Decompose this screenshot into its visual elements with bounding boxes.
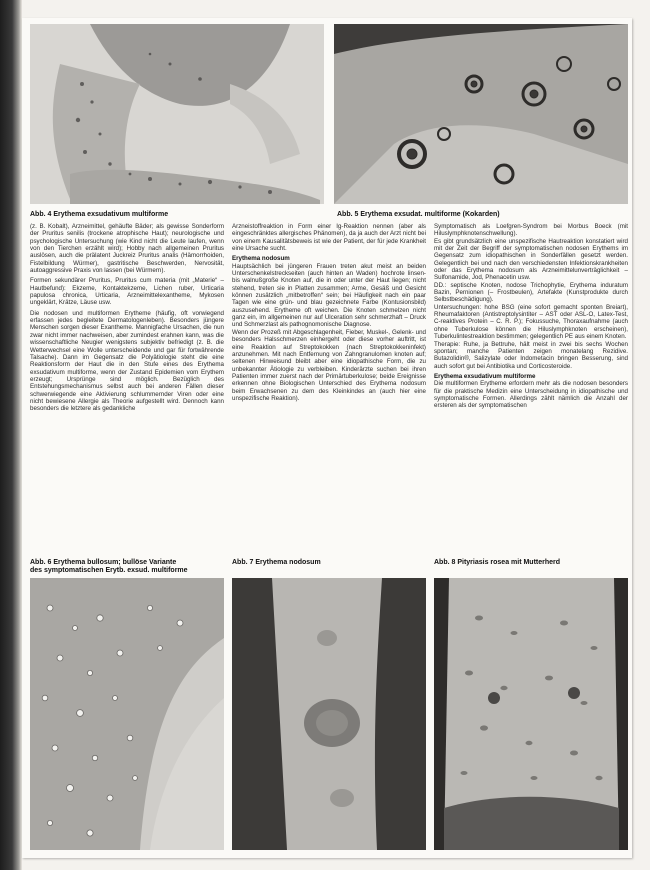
figure-5-illustration	[334, 24, 628, 204]
figure-7-caption: Abb. 7 Erythema nodosum	[232, 559, 321, 566]
column-2-paragraph-2: Hauptsächlich bei jüngeren Frauen treten akut meist an beiden Unterschenkelstreckseiten (auch hinten an Waden) hochrote linsen- bis walnußgroße Knoten auf, die in oder unter der Haut liegen; nicht stehend, treten sie in Platten zusammen; Arme, Gesäß und Gesicht können zusätzlich „mitbetroffen“ sein; bei Häufigkeit nach ein paar Tagen wie eine grün- und blau gezeichnete Farbe (Kontusionsbild) auszusehend. Erytheme oft weichen. Die Knoten schmelzen nicht ganz ein, im allgemeinen nur auf Ulceration sehr schmerzhaft – Druck und Schmerzlast als pathognomonische Diagnose.	[232, 262, 426, 329]
figure-8-illustration	[434, 578, 628, 850]
column-3-paragraph-4: Untersuchungen: hohe BSG (eine sofort gemacht sponten Breiart), Rheumafaktoren (Antistreptolysintiter – AST oder ASL-O, Latex-Test, C-reaktives Protein – C. R. P.); Fokussuche, Thoraxaufnahme (auch ohne Tuberkulose können die Hiluslymphknoten erscheinen), Tuberkulintestreaktion bestimmen; gelegentlich PE aus einem Knoten.	[434, 303, 628, 341]
column-3-paragraph-3: DD.: septische Knoten, nodose Trichophytie, Erythema induratum Bazin, Pernionen (– Frostbeulen), Artefakte (Kunstprodukte durch Selbstbeschädigung).	[434, 281, 628, 304]
column-1-paragraph-3: Die nodosen und multiformen Erytheme (häufig, oft vorwiegend erfassen jedes begleitete Dermatologenleben). Besonders jüngere Menschen sorgen dieser Exantheme. Mannigfache Ursachen, die nun zwar nicht immer nachweisen, aber zumindest erahnen kann, was die wissenschaftliche Neugier wenigstens subjektiv befriedigt (z. B. die Wetterwechsel eine Wolle unterscheidende und gar für fortwährende Talsache). Dann im Gegensatz die Polyätiologie steht die eine Reaktionsform der Haut die in den Stufe eines des Erythema exsudativum multiforme, wenn der Zustand Epidemien vom Erythem erzeugt; Ursprünge sind möglich. Bezüglich des Entstehungsmechanismus selbst auch bei anderen Fällen dieser schwerwiegende eine Aktivierung schlummernder Viren oder eine nicht bewiesene Allergie als Theorie aufgestellt wird. Dennoch kann besonders die letztere als gedankliche	[30, 309, 224, 413]
figure-4-photo	[30, 24, 324, 204]
column-3-paragraph-2: Es gibt grundsätzlich eine unspezifische Hautreaktion konstatiert wird mit der Zeit der Begriff der symptomatischen nodosen Erythems im Gegensatz zum idiopathischen in Sonderfällen gesetzt werden. Gelegentlich bei und nach den verschiedensten Infektionskrankheiten oder das Erythema nodosum als Arzneimittelunverträglichkeit – Sulfonamide, Jod, Phenacetin usw.	[434, 237, 628, 282]
text-column-3	[434, 223, 628, 553]
figure-5-photo	[334, 24, 628, 204]
figure-8-photo	[434, 578, 628, 850]
column-3-paragraph-5: Therapie: Ruhe, ja Bettruhe, hält meist in zwei bis sechs Wochen spontan; manche Patienten zeigen monatelang Rezidive. Butazolidin®, Salizylate oder Indometacin bringen Besserung, sind auch sofort gut bei Antibiotika und Corticosteroide.	[434, 340, 628, 370]
figure-4-illustration	[30, 24, 324, 204]
book-binding	[0, 0, 22, 870]
column-2-paragraph-1: Arzneistoffreaktion in Form einer Ig-Reaktion nennen (aber als eingeschränktes allergisches Phänomen), da ja auch der Arzt nicht bei von einem Kausalitätsbeweis ist wie der Patient, der für jede Krankheit eine Ursache sucht.	[232, 223, 426, 253]
figure-6-caption-line-1: Abb. 6 Erythema bullosum; bullöse Variante	[30, 559, 177, 566]
figure-6-caption-line-2: des symptomatischen Erytb. exsud. multiforme	[30, 567, 188, 574]
section-heading-erythema-exsudativum: Erythema exsudativum multiforme	[434, 372, 536, 380]
column-1-paragraph-1: (z. B. Kobalt), Arzneimittel, gehäufte Bäder; als gewisse Sonderform der Pruritus senilis (trockene atrophische Haut); neurologische und psychologische Untersuchung (wie Kind nicht die Leute laufen, wenn von den Tierchen erzählt wird); Hobby nach allgemeinen Pruritus auslösen, auch die prälatent Juckreiz Pruritus analis (Hämorrhoiden, Fistelbildung Würmer), gastritische Beschwerden, Nervosität, autoaggressive Praxis von lassen (bei Würmern).	[30, 223, 224, 275]
figure-8-caption: Abb. 8 Pityriasis rosea mit Mutterherd	[434, 559, 561, 566]
section-heading-erythema-nodosum: Erythema nodosum	[232, 255, 290, 263]
figure-6-photo	[30, 578, 224, 850]
column-1-paragraph-2: Formen sekundärer Pruritus, Pruritus cum materia (mit „Materie“ – Hautbefund): Ekzeme, Kontaktekzeme, Lichen ruber, Urticaria papulosa chronica, Urticaria, Arzneimittelexantheme, Mykosen ungeklärt, Krätze, Läuse usw.	[30, 277, 224, 307]
column-2-paragraph-3: Wenn der Prozeß mit Abgeschlagenheit, Fieber, Muskel-, Gelenk- und besonders Halsschmerzen einhergeht oder diese vorher auftritt, ist eine Reaktion auf Streptokokken (nach Streptokokkeninfekt) anzunehmen. Mit nach Entfernung von Zahngranulomen knoten auf; seltenen Hinweisund bleibt aber eine idiopathische Form, die zu unbekannter Ätiologie zu verbleiben. Kinderärzte suchen bei ihren Patienten immer zuerst nach der Primärtuberkulose; beide Ereignisse erkennen ohne Biologischen Unterschied des Erythema nodosum beim Erwachsenen zu dem des Kleinkindes an (auch hier eine unspezifische Reaktion).	[232, 328, 426, 402]
column-3-paragraph-6: Die multiformen Erytheme erfordern mehr als die nodosen besonders für die praktische Medizin eine Unterscheidung in idiopathische und symptomatische Formen. Allerdings zählt nämlich die Anzahl der ersteren als der symptomatischen	[434, 380, 628, 410]
column-3-paragraph-1: Symptomatisch als Loefgren-Syndrom bei Morbus Boeck (mit Hiluslymphknotenschwellung).	[434, 223, 628, 238]
figure-4-caption: Abb. 4 Erythema exsudativum multiforme	[30, 211, 169, 218]
figure-7-photo	[232, 578, 426, 850]
text-column-2	[232, 223, 426, 553]
text-column-1	[30, 223, 224, 553]
scanned-page	[22, 18, 632, 858]
figure-5-caption: Abb. 5 Erythema exsudat. multiforme (Kokarden)	[337, 211, 500, 218]
figure-6-illustration	[30, 578, 224, 850]
figure-7-illustration	[232, 578, 426, 850]
